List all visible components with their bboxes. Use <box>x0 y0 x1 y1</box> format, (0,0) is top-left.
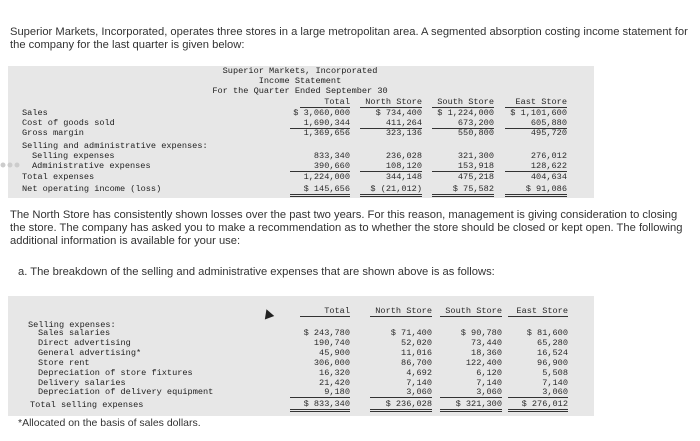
intro-paragraph: Superior Markets, Incorporated, operates three stores in a large metropolitan area. A segmented absorption costing income statement for the company for the last quarter is given below: <box>10 26 688 51</box>
col-header-east: East Store <box>505 97 567 108</box>
breakdown-header-north: North Store <box>370 306 432 317</box>
breakdown-cell: 3,060 <box>370 387 432 398</box>
breakdown-cell: $ 71,400 <box>390 328 432 338</box>
statement-title-3: For the Quarter Ended September 30 <box>212 86 388 96</box>
breakdown-cell: $ 276,012 <box>508 399 568 412</box>
statement-cell: 276,012 <box>530 151 567 161</box>
statement-cell: 1,224,000 <box>303 172 350 182</box>
breakdown-cell: 16,524 <box>537 347 568 358</box>
statement-cell: 1,369,656 <box>303 128 350 138</box>
statement-cell: 390,660 <box>290 161 350 172</box>
statement-title-2: Income Statement <box>258 76 342 86</box>
statement-row-label: Selling expenses <box>32 151 115 161</box>
statement-row-label: Net operating income (loss) <box>22 184 162 194</box>
statement-row-label: Gross margin <box>22 128 84 138</box>
statement-cell: $ 91,086 <box>505 184 567 197</box>
breakdown-cell: 3,060 <box>440 387 502 398</box>
breakdown-cell: 45,900 <box>319 347 350 358</box>
col-header-north: North Store <box>360 97 422 108</box>
statement-cell: $ (21,012) <box>360 184 422 197</box>
statement-cell: $ 3,060,000 <box>293 108 350 118</box>
footnote: *Allocated on the basis of sales dollars. <box>18 417 201 429</box>
breakdown-cell: $ 90,780 <box>460 328 502 338</box>
statement-cell: 323,136 <box>385 128 422 138</box>
breakdown-cell: 122,400 <box>465 357 502 368</box>
paragraph-north-store: The North Store has consistently shown losses over the past two years. For this reason, management is giving consideration to closing the store. The company has asked you to make a recommendation as to whether the store should be closed or kept open. The following additional information is available for your use: <box>10 209 683 247</box>
breakdown-cell: 4,692 <box>406 367 432 378</box>
breakdown-cell: 190,740 <box>313 337 350 348</box>
col-header-south: South Store <box>432 97 494 108</box>
statement-row-label: Administrative expenses <box>32 161 151 171</box>
statement-cell: 344,148 <box>385 172 422 182</box>
statement-cell: 128,622 <box>505 161 567 172</box>
selling-expenses-heading: Selling expenses: <box>28 320 116 330</box>
breakdown-row-label: Total selling expenses <box>30 400 144 411</box>
statement-cell: 108,120 <box>360 161 422 172</box>
statement-cell: $ 75,582 <box>432 184 494 197</box>
breakdown-cell: 7,140 <box>406 377 432 388</box>
breakdown-cell: $ 321,300 <box>440 399 502 412</box>
breakdown-cell: 86,700 <box>401 357 432 368</box>
breakdown-cell: $ 243,780 <box>303 328 350 338</box>
breakdown-cell: 96,900 <box>537 357 568 368</box>
breakdown-cell: 306,000 <box>313 357 350 368</box>
breakdown-row-label: Direct advertising <box>38 337 131 348</box>
breakdown-header-east: East Store <box>508 306 568 317</box>
breakdown-cell: 9,180 <box>290 387 350 398</box>
statement-cell: 495,720 <box>530 128 567 138</box>
col-header-total: Total <box>300 97 350 108</box>
statement-row-label: Cost of goods sold <box>22 118 115 128</box>
breakdown-cell: 52,020 <box>401 337 432 348</box>
statement-cell: $ 1,224,000 <box>437 108 494 118</box>
statement-row-label: Sales <box>22 108 48 118</box>
breakdown-cell: 5,508 <box>542 367 568 378</box>
breakdown-row-label: General advertising* <box>38 347 142 358</box>
breakdown-cell: 65,280 <box>537 337 568 348</box>
breakdown-cell: 3,060 <box>508 387 568 398</box>
statement-title-1: Superior Markets, Incorporated <box>222 66 378 76</box>
breakdown-cell: 11,016 <box>401 347 432 358</box>
breakdown-row-label: Delivery salaries <box>38 377 126 388</box>
statement-cell: 236,028 <box>385 151 422 161</box>
statement-cell: 153,918 <box>432 161 494 172</box>
breakdown-row-label: Sales salaries <box>38 328 111 338</box>
statement-row-label: Total expenses <box>22 172 95 182</box>
statement-cell: 411,264 <box>360 118 422 129</box>
breakdown-row-label: Store rent <box>38 357 90 368</box>
breakdown-cell: $ 833,340 <box>290 399 350 412</box>
statement-cell: 404,634 <box>530 172 567 182</box>
statement-cell: $ 145,656 <box>290 184 350 197</box>
item-a-text: a. The breakdown of the selling and administrative expenses that are shown above is as follows: <box>18 266 495 278</box>
breakdown-cell: 7,140 <box>542 377 568 388</box>
breakdown-cell: 18,360 <box>471 347 502 358</box>
statement-cell: $ 734,400 <box>375 108 422 118</box>
statement-cell: 1,690,344 <box>290 118 350 129</box>
breakdown-row-label: Depreciation of delivery equipment <box>38 387 214 398</box>
breakdown-header-total: Total <box>300 306 350 317</box>
breakdown-cell: 6,120 <box>476 367 502 378</box>
breakdown-cell: 21,420 <box>319 377 350 388</box>
breakdown-cell: $ 236,028 <box>370 399 432 412</box>
statement-row-label: Selling and administrative expenses: <box>22 141 208 151</box>
breakdown-row-label: Depreciation of store fixtures <box>38 367 193 378</box>
statement-cell: 475,218 <box>457 172 494 182</box>
statement-cell: $ 1,101,600 <box>510 108 567 118</box>
breakdown-cell: 7,140 <box>476 377 502 388</box>
statement-cell: 673,200 <box>432 118 494 129</box>
statement-cell: 833,340 <box>313 151 350 161</box>
statement-cell: 321,300 <box>457 151 494 161</box>
breakdown-cell: $ 81,600 <box>526 328 568 338</box>
ellipsis-marker <box>0 156 20 164</box>
statement-cell: 550,800 <box>457 128 494 138</box>
breakdown-cell: 16,320 <box>319 367 350 378</box>
breakdown-header-south: South Store <box>440 306 502 317</box>
breakdown-cell: 73,440 <box>471 337 502 348</box>
statement-cell: 605,880 <box>505 118 567 129</box>
